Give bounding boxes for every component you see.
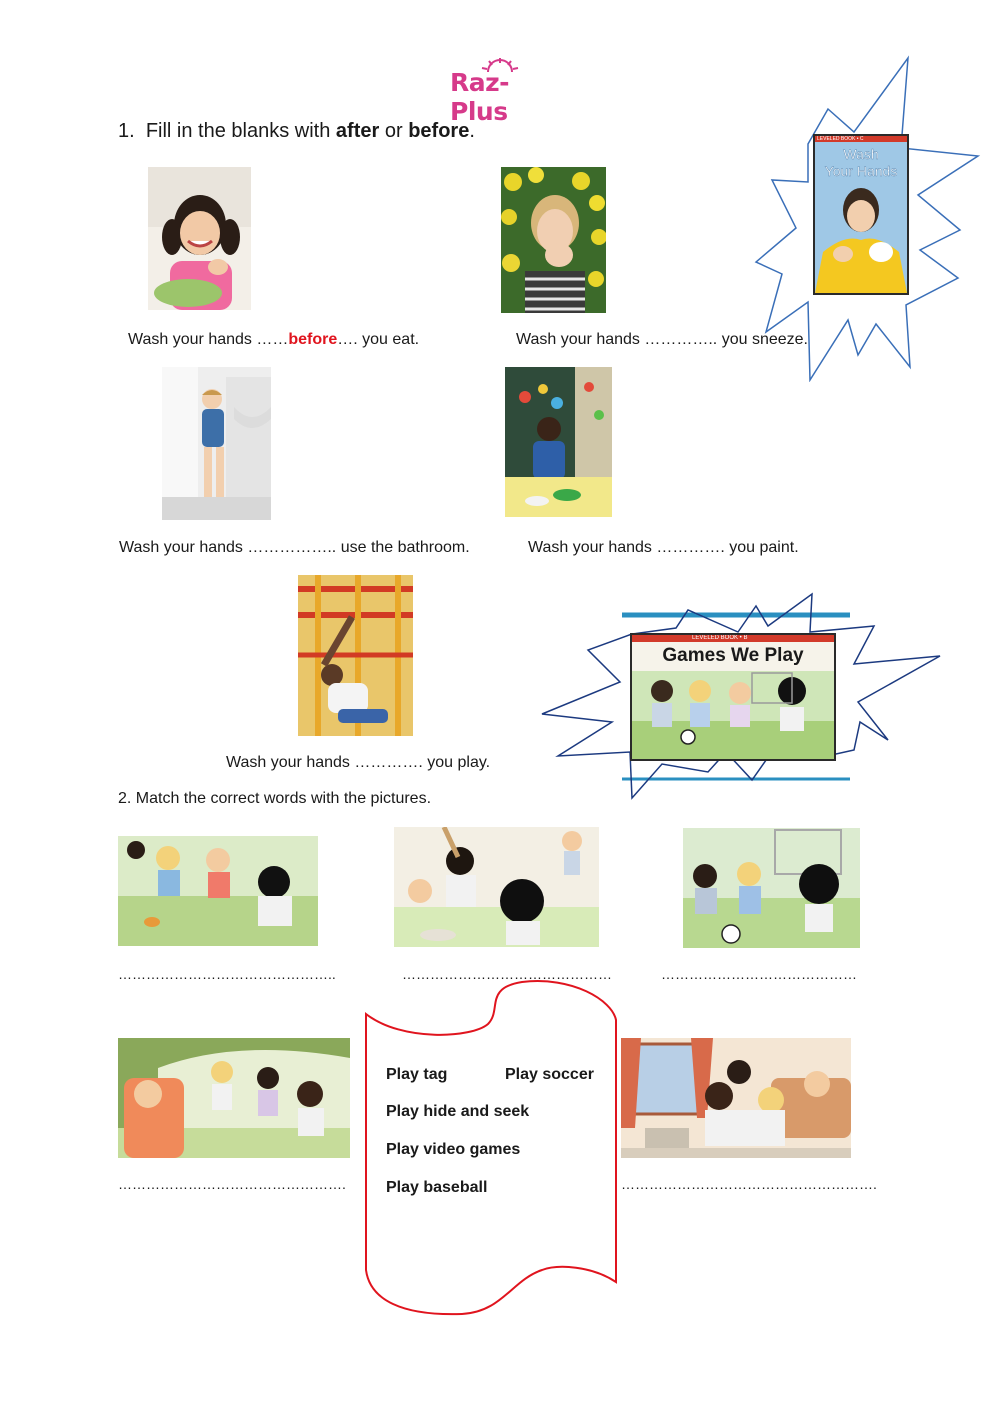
question-1-prompt: 1. Fill in the blanks with after or before. [118, 120, 475, 142]
word-play-soccer[interactable]: Play soccer [505, 1066, 594, 1083]
photo-girl-sneezing [501, 167, 606, 313]
word-play-video-games[interactable]: Play video games [386, 1141, 521, 1158]
book-cover-2: LEVELED BOOK • B Games We Play [630, 633, 836, 761]
answer-line-3[interactable]: …………………………………… [661, 966, 857, 982]
picture-play-tag [118, 836, 318, 946]
sentence-2: Wash your hands ………….. you sneeze. [516, 331, 808, 348]
question-2-prompt: 2. Match the correct words with the pictures. [118, 790, 432, 807]
answer-line-5[interactable]: ………………………………………………. [621, 1176, 877, 1192]
word-play-baseball[interactable]: Play baseball [386, 1179, 488, 1196]
photo-boy-playground [298, 575, 413, 736]
photo-girl-eating [148, 167, 251, 310]
word-play-hide-and-seek[interactable]: Play hide and seek [386, 1103, 530, 1120]
answer-before: before [288, 331, 338, 348]
sentence-1: Wash your hands ……before…. you eat. [128, 331, 420, 348]
picture-play-soccer [683, 828, 860, 948]
answer-line-1[interactable]: ……………………………………….. [118, 966, 336, 982]
book-wash-your-hands [752, 52, 984, 382]
answer-line-4[interactable]: …………………………………………. [118, 1176, 346, 1192]
picture-play-baseball [394, 827, 599, 947]
picture-play-video-games [621, 1038, 851, 1158]
photo-boy-painting [505, 367, 612, 517]
word-bank-scroll [362, 980, 620, 1316]
sentence-3: Wash your hands …………….. use the bathroom. [119, 539, 470, 556]
book-games-we-play [538, 592, 944, 802]
picture-play-hide-and-seek [118, 1038, 350, 1158]
sentence-5: Wash your hands …………. you play. [226, 754, 491, 771]
raz-plus-logo [440, 58, 560, 126]
photo-boy-bathroom [162, 367, 271, 520]
book-cover-1: LEVELED BOOK • C Wash Your Hands [813, 134, 909, 295]
sentence-4: Wash your hands …………. you paint. [528, 539, 799, 556]
logo-text: Raz-Plus [450, 68, 510, 126]
answer-line-2[interactable]: ……………………………………… [402, 966, 612, 982]
word-play-tag[interactable]: Play tag [386, 1066, 448, 1083]
